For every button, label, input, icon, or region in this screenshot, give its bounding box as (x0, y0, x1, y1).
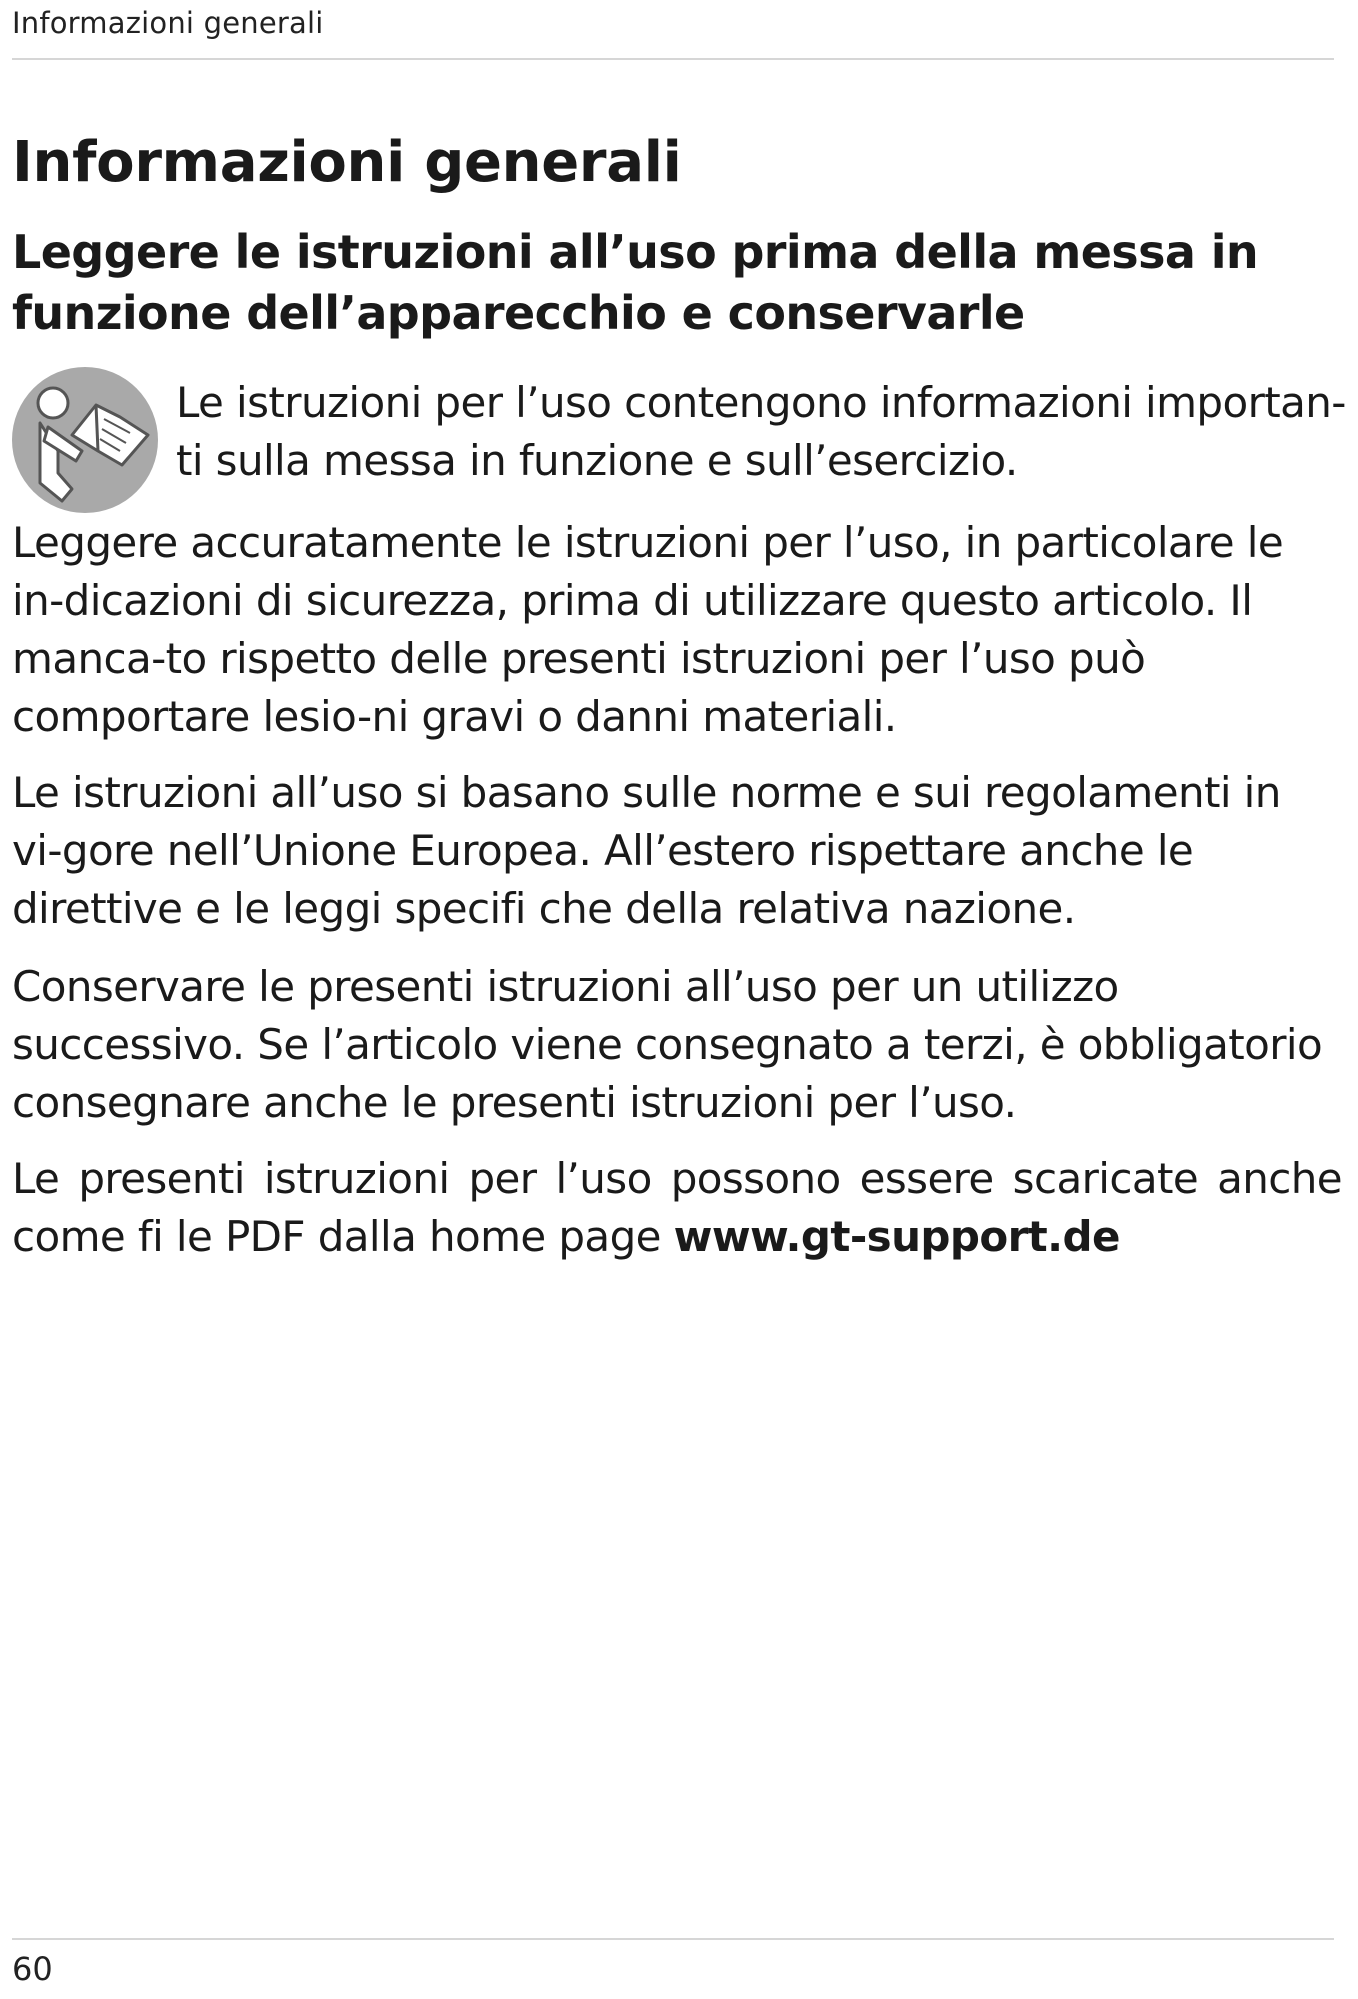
read-manual-icon (10, 365, 160, 515)
paragraph-regulations: Le istruzioni all’uso si basano sulle norme e sui regolamenti in vi-gore nell’Unione Europea. All’estero rispettare anche le direttive e le leggi specifi che della relativa nazione. (12, 768, 1281, 933)
running-header: Informazioni generali (12, 6, 324, 40)
paragraph-safety: Leggere accuratamente le istruzioni per l’uso, in particolare le in-dicazioni di sicurezza, prima di utilizzare questo articolo. Il manca-to rispetto delle presenti istruzioni per l’uso può comportare lesio-ni gravi o danni materiali. (12, 518, 1284, 741)
page-title: Informazioni generali (12, 130, 682, 195)
paragraph-keep-instructions: Conservare le presenti istruzioni all’uso per un utilizzo successivo. Se l’articolo viene consegnato a terzi, è obbligatorio consegnare anche le presenti istruzioni per l’uso. (12, 962, 1323, 1127)
page-number: 60 (12, 1950, 53, 1988)
paragraph-download (12, 1150, 1342, 1266)
footer-divider (12, 1938, 1334, 1940)
intro-text: Le istruzioni per l’uso contengono informazioni importan-ti sulla messa in funzione e sull’esercizio. (176, 378, 1346, 485)
support-url-link[interactable]: www.gt-support.de (673, 1212, 1120, 1261)
download-text: Le presenti istruzioni per l’uso possono essere scaricate anche come fi le PDF dalla home page (12, 1154, 1342, 1261)
header-divider (12, 58, 1334, 60)
section-subtitle: Leggere le istruzioni all’uso prima della messa in funzione dell’apparecchio e conservarle (12, 225, 1259, 340)
